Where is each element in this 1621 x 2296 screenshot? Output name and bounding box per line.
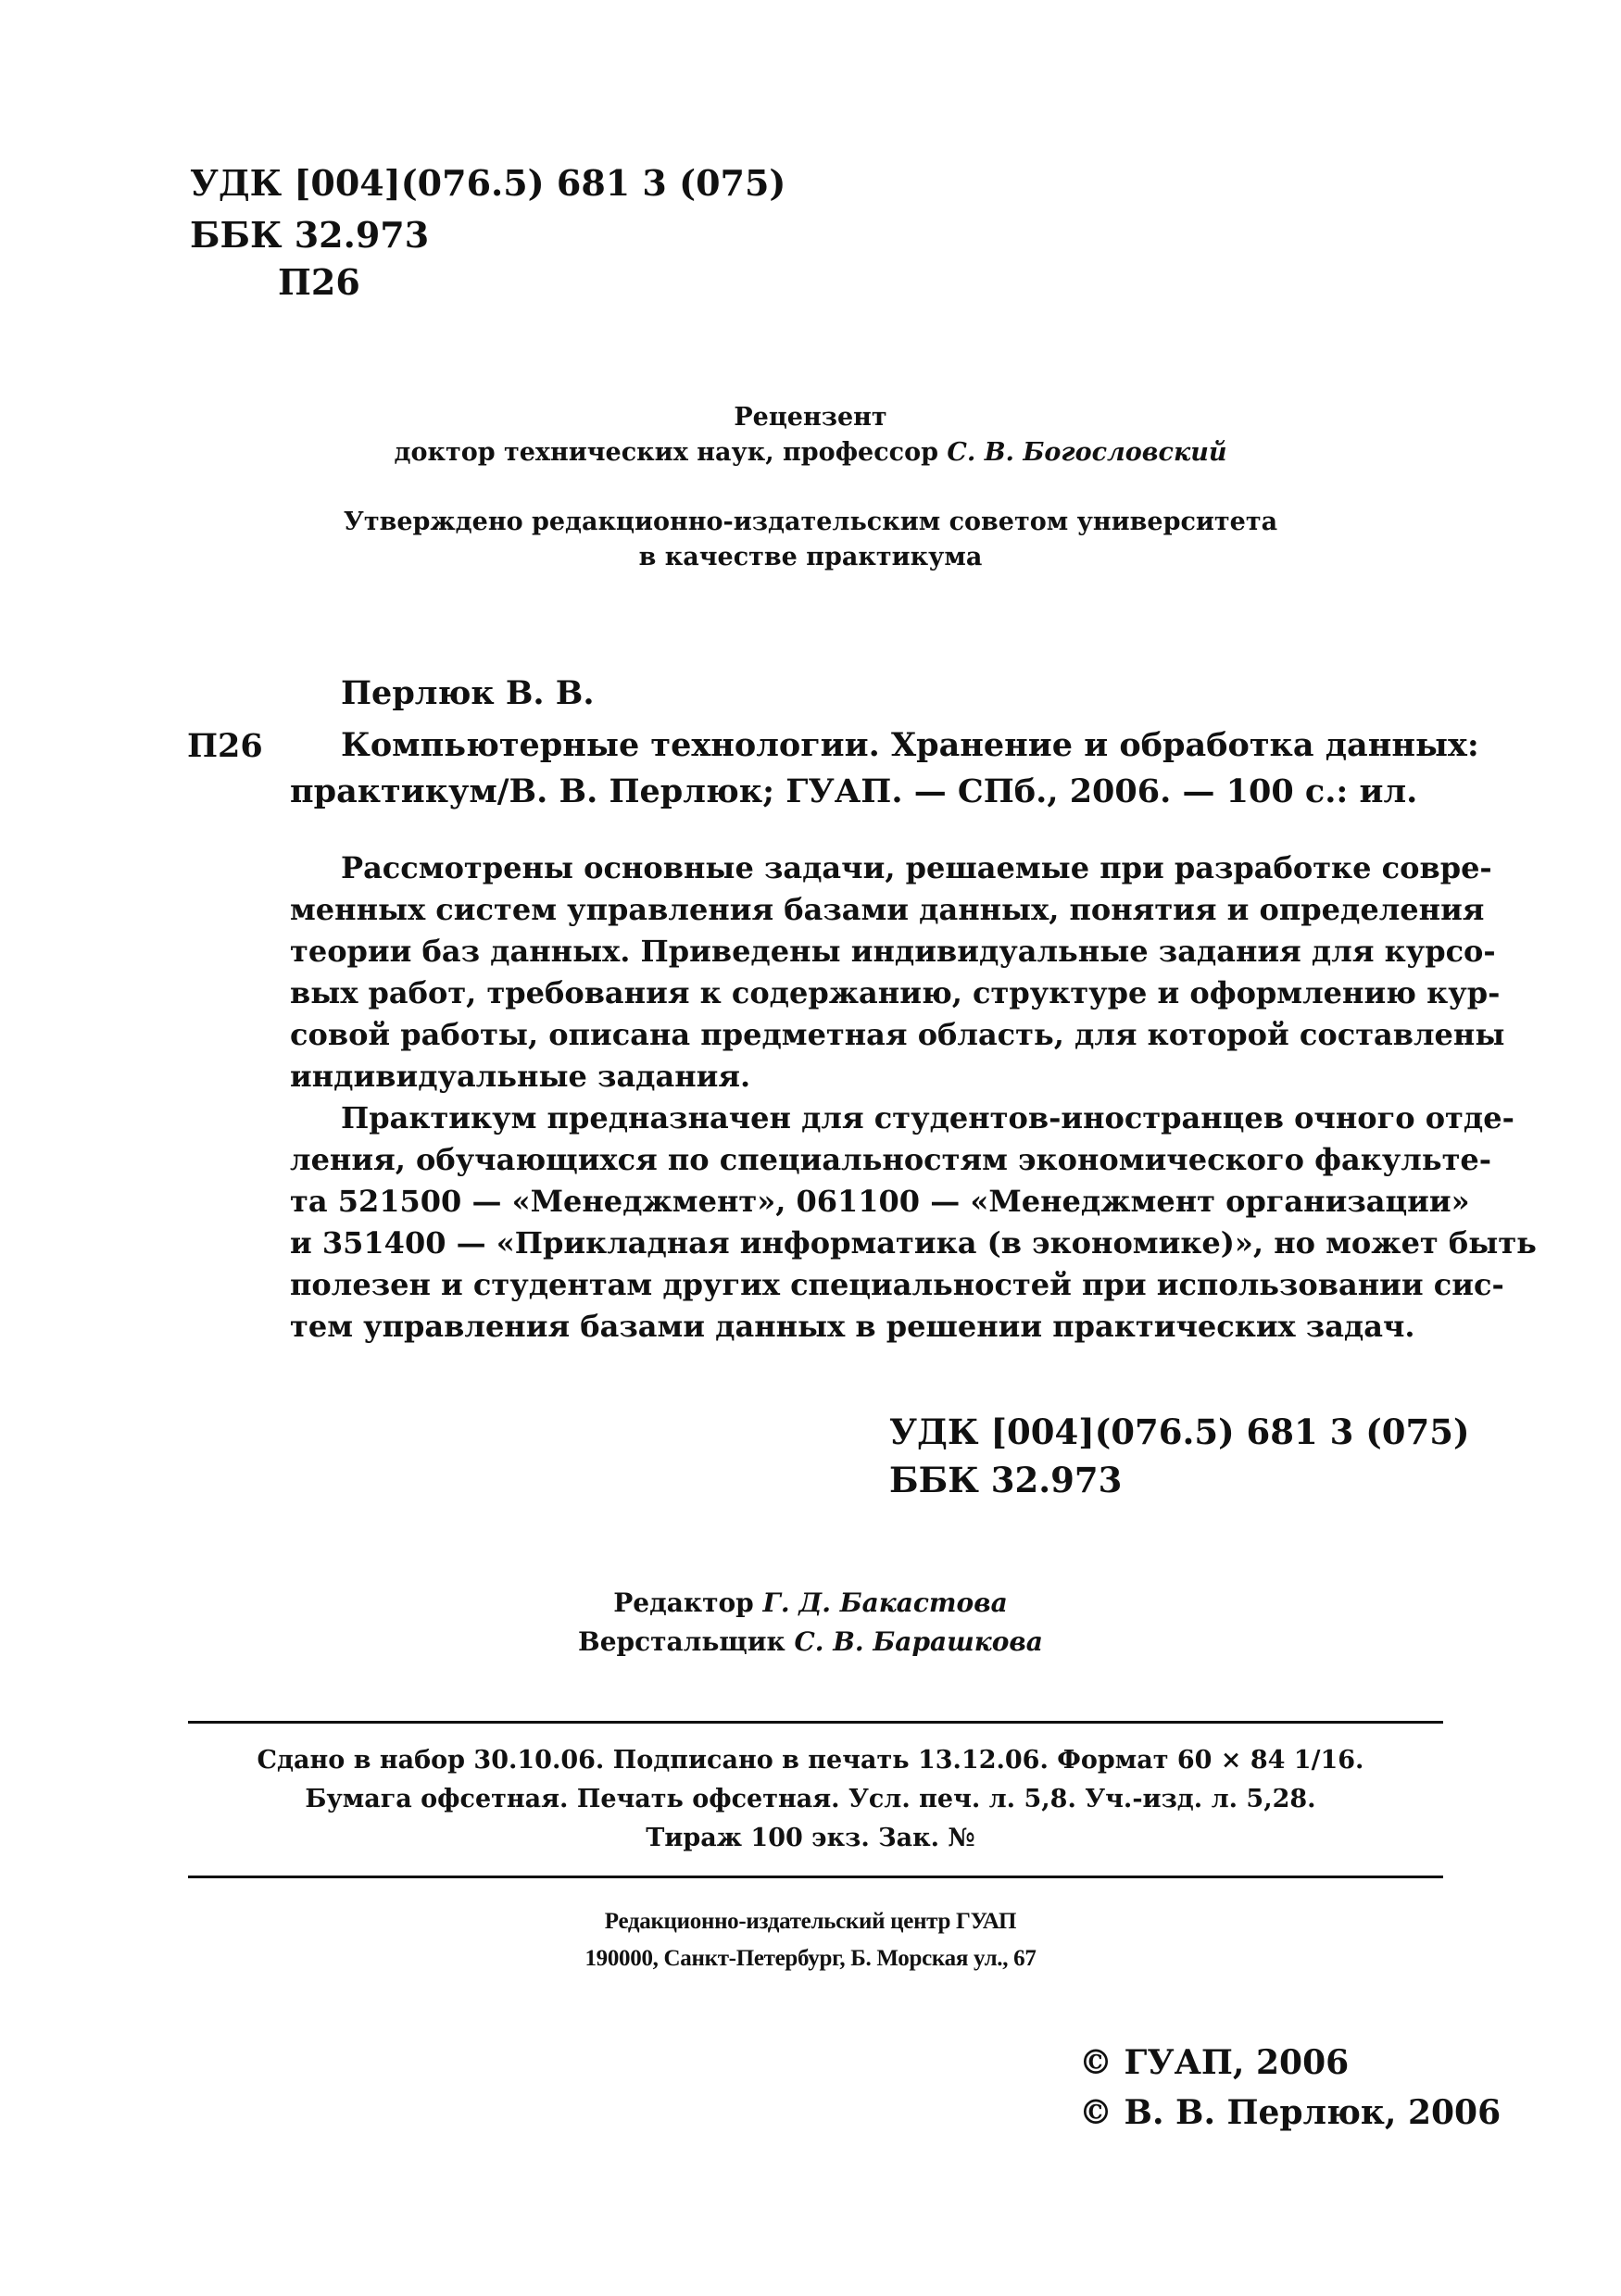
header-bbk: ББК 32.973: [190, 214, 430, 256]
typesetter-label: Верстальщик: [578, 1626, 785, 1657]
bib-code: П26: [187, 727, 263, 765]
footer-bbk: ББК 32.973: [889, 1460, 1123, 1500]
divider-bottom: [188, 1876, 1443, 1878]
abstract-line: теории баз данных. Приведены индивидуальные задания для курсо-: [290, 934, 1496, 969]
reviewer-role: доктор технических наук, профессор: [394, 438, 938, 467]
bib-author: Перлюк В. В.: [341, 674, 595, 712]
abstract: [290, 847, 1537, 1348]
abstract-line: и 351400 — «Прикладная информатика (в экономике)», но может быть: [290, 1225, 1537, 1261]
approval-line-2: в качестве практикума: [638, 543, 983, 571]
reviewer-line: [0, 435, 1621, 470]
abstract-line: Рассмотрены основные задачи, решаемые при разработке совре-: [341, 850, 1492, 885]
footer-udk: УДК [004](076.5) 681 3 (075): [889, 1411, 1470, 1452]
imprint-line-3: Тираж 100 экз. Зак. №: [646, 1824, 975, 1852]
typesetter-name: С. В. Барашкова: [794, 1626, 1043, 1657]
header-classification: [190, 157, 785, 261]
copyright-line-1: © ГУАП, 2006: [1079, 2043, 1350, 2082]
header-udk: УДК [004](076.5) 681 3 (075): [190, 162, 786, 204]
approval-line-1: Утверждено редакционно-издательским советом университета: [343, 508, 1278, 536]
imprint-line-2: Бумага офсетная. Печать офсетная. Усл. печ. л. 5,8. Уч.-изд. л. 5,28.: [305, 1785, 1316, 1813]
credits-block: [0, 1584, 1621, 1662]
abstract-line: менных систем управления базами данных, понятия и определения: [290, 892, 1485, 927]
divider-top: [188, 1721, 1443, 1724]
editor-label: Редактор: [613, 1587, 754, 1618]
abstract-line: вых работ, требования к содержанию, структуре и оформлению кур-: [290, 975, 1501, 1010]
bib-description: [290, 722, 1479, 815]
copyright-block: [1079, 2038, 1501, 2138]
abstract-line: тем управления базами данных в решении практических задач.: [290, 1309, 1415, 1344]
reviewer-label: Рецензент: [734, 403, 887, 432]
publisher-line-2: 190000, Санкт-Петербург, Б. Морская ул., 67: [584, 1946, 1037, 1971]
abstract-line: ления, обучающихся по специальностям экономического факульте-: [290, 1142, 1492, 1177]
footer-classification: [889, 1408, 1469, 1504]
imprint-line-1: Сдано в набор 30.10.06. Подписано в печать 13.12.06. Формат 60 × 84 1/16.: [257, 1746, 1364, 1775]
bib-line-2: практикум/В. В. Перлюк; ГУАП. — СПб., 2006. — 100 с.: ил.: [290, 772, 1418, 810]
abstract-line: совой работы, описана предметная область, для которой составлены: [290, 1017, 1505, 1052]
header-author-code: П26: [278, 261, 360, 303]
imprint-block: [0, 1741, 1621, 1858]
publisher-block: [0, 1903, 1621, 1977]
typesetter-line: [0, 1623, 1621, 1662]
editor-name: Г. Д. Бакастова: [762, 1587, 1008, 1618]
abstract-line: та 521500 — «Менеджмент», 061100 — «Менеджмент организации»: [290, 1184, 1470, 1219]
bib-line-1: Компьютерные технологии. Хранение и обработка данных:: [341, 726, 1479, 764]
editor-line: [0, 1584, 1621, 1623]
reviewer-name: С. В. Богословский: [947, 438, 1227, 467]
publisher-line-1: Редакционно-издательский центр ГУАП: [604, 1909, 1017, 1934]
reviewer-block: [0, 400, 1621, 470]
abstract-line: Практикум предназначен для студентов-иностранцев очного отде-: [341, 1100, 1514, 1135]
approval-block: [0, 505, 1621, 575]
abstract-line: индивидуальные задания.: [290, 1059, 751, 1094]
abstract-line: полезен и студентам других специальностей при использовании сис-: [290, 1267, 1504, 1302]
copyright-line-2: © В. В. Перлюк, 2006: [1079, 2093, 1502, 2132]
